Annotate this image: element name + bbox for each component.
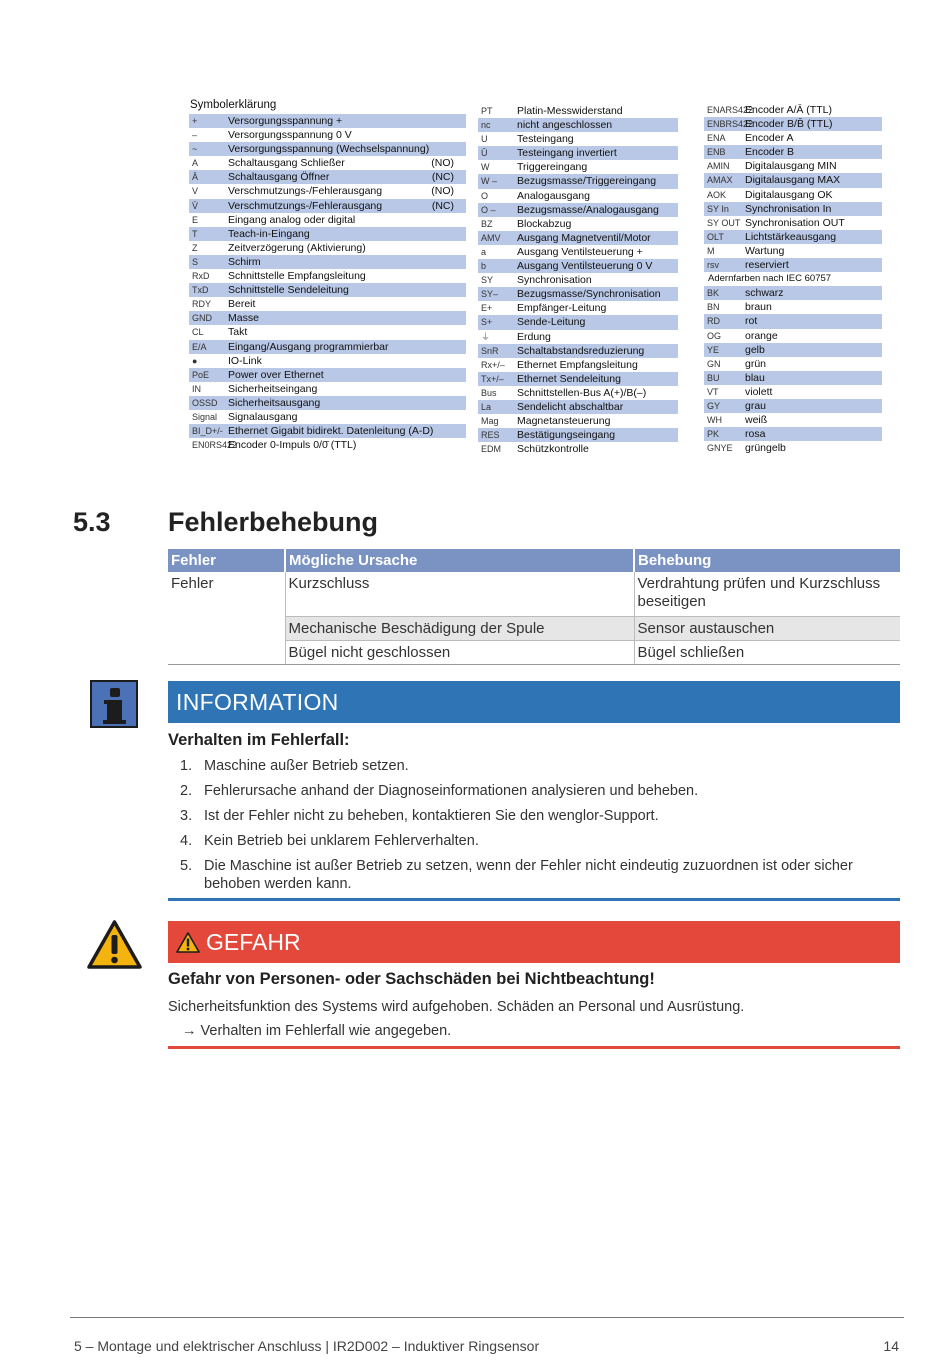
legend-description: Magnetansteuerung [517,415,611,428]
legend-symbol: IN [192,383,201,394]
list-item: 3. Ist der Fehler nicht zu beheben, kontaktieren Sie den wenglor-Support. [180,808,659,824]
legend-row [189,438,466,452]
legend-description: Platin-Messwiderstand [517,105,623,117]
legend-symbol: AMV [481,232,501,243]
legend-description: Verschmutzungs-/Fehlerausgang [228,185,383,198]
legend-symbol: RD [707,316,720,327]
legend-symbol: WH [707,415,722,426]
legend-symbol: S+ [481,317,493,328]
section-title: Fehlerbehebung [168,507,379,537]
legend-symbol: Mag [481,416,499,427]
legend-contact-type [454,114,466,128]
legend-row [189,340,466,354]
legend-description: Encoder B/B̄ (TTL) [745,118,833,131]
legend-symbol: U [481,134,488,145]
legend-row [704,399,882,413]
legend-row [478,104,678,118]
legend-symbol: a [481,246,487,257]
wire-colors-caption: Adernfarben nach IEC 60757 [708,273,832,285]
legend-description: grün [745,357,767,370]
legend-row [189,142,466,156]
danger-divider [168,1046,900,1049]
legend-description: Wartung [745,244,785,257]
legend-description: Takt [228,326,248,339]
legend-symbol: OSSD [192,397,218,408]
legend-row [704,131,882,145]
legend-description: Zeitverzögerung (Aktivierung) [228,241,366,254]
legend-symbol: M [707,245,715,256]
legend-symbol: SY [481,275,494,286]
legend-description: weiß [745,414,768,427]
information-icon [90,680,138,728]
legend-description: Sicherheitsausgang [228,396,321,409]
legend-symbol: RDY [192,299,212,310]
legend-description: Encoder A/Ā (TTL) [745,104,832,116]
legend-symbol: Ā [192,172,199,183]
legend-row [478,273,678,287]
legend-description: reserviert [745,259,789,272]
legend-row [704,117,882,131]
legend-contact-type: (NC) [431,171,454,184]
legend-contact-type [454,382,466,396]
legend-symbol: RES [481,430,500,441]
legend-contact-type [454,128,466,142]
legend-row [704,441,882,455]
legend-description: Ethernet Sendeleitung [517,372,621,385]
legend-symbol: BK [707,288,720,299]
legend-description: Bestätigungseingang [517,429,616,442]
warning-triangle-icon [87,920,142,970]
legend-contact-type: (NO) [431,185,454,198]
cause-cell: Kurzschluss [285,572,634,616]
legend-row [704,385,882,399]
legend-row [704,258,882,272]
legend-description: schwarz [745,287,784,300]
legend-description: Synchronisation [517,274,592,287]
legend-symbol: b [481,261,487,272]
legend-contact-type [454,311,466,325]
legend-description: Testeingang [517,133,574,146]
legend-description: Signalausgang [228,410,298,423]
legend-symbol: ENA [707,133,726,144]
legend-symbol: – [192,130,198,141]
legend-symbol: SY In [707,203,729,214]
legend-row [478,174,678,188]
legend-description: violett [745,385,773,398]
legend-description: rosa [745,428,766,441]
legend-description: orange [745,329,778,342]
legend-row [478,372,678,386]
legend-description: Schützkontrolle [517,443,589,456]
legend-contact-type: (NC) [431,199,454,212]
legend-description: Digitalausgang MIN [745,160,837,173]
legend-symbol: VT [707,386,719,397]
legend-description: Encoder A [745,132,794,145]
legend-symbol: RxD [192,271,210,282]
legend-contact-type [454,297,466,311]
danger-banner [168,921,900,963]
legend-description: Triggereingang [517,161,588,174]
legend-row [704,413,882,427]
fault-cell: Fehler [168,572,285,664]
legend-row [478,231,678,245]
legend-description: Schnittstellen-Bus A(+)/B(–) [517,386,647,399]
legend-description: Power over Ethernet [228,368,324,381]
legend-symbol: W [481,162,490,173]
legend-symbol: E/A [192,341,207,352]
legend-row [189,227,466,241]
legend-contact-type [454,438,466,452]
legend-row [189,311,466,325]
legend-row [478,189,678,203]
legend-description: Masse [228,312,259,325]
list-item: 4. Kein Betrieb bei unklarem Fehlerverhalten. [180,833,479,849]
legend-contact-type [454,227,466,241]
legend-symbol: O [481,190,489,201]
legend-row [478,301,678,315]
legend-symbol: ENBRS422 [707,119,754,130]
information-subtitle: Verhalten im Fehlerfall: [168,731,350,749]
danger-subtitle: Gefahr von Personen- oder Sachschäden bei Nichtbeachtung! [168,970,655,988]
legend-contact-type [454,354,466,368]
legend-row [478,203,678,217]
legend-description: grüngelb [745,442,786,455]
legend-symbol: ENB [707,147,726,158]
page-number: 14 [883,1338,899,1354]
troubleshooting-table [168,549,900,665]
legend-description: Bereit [228,298,256,311]
legend-row [189,396,466,410]
legend-row [478,287,678,301]
section-number: 5.3 [73,507,111,537]
danger-banner-label: GEFAHR [206,928,301,955]
legend-row [704,188,882,202]
legend-description: Verschmutzungs-/Fehlerausgang [228,199,383,212]
legend-row [478,386,678,400]
legend-symbol: PT [481,106,493,116]
legend-row [189,128,466,142]
legend-row [704,343,882,357]
header-fault: Fehler [168,549,285,572]
legend-description: Lichtstärkeausgang [745,230,837,243]
legend-symbol: EDM [481,444,501,455]
legend-row [704,216,882,230]
legend-description: Schirm [228,255,261,268]
legend-symbol: OLT [707,231,724,242]
list-item: 1. Maschine außer Betrieb setzen. [180,758,409,774]
legend-symbol: SY– [481,289,499,300]
legend-row [704,244,882,258]
cause-cell: Mechanische Beschädigung der Spule [285,616,634,640]
legend-contact-type: (NO) [431,157,454,170]
table-header-row [168,549,900,572]
legend-symbol: YE [707,344,720,355]
legend-symbol: Bus [481,387,497,398]
legend-description: Digitalausgang MAX [745,174,841,187]
danger-action: → Verhalten im Fehlerfall wie angegeben. [182,1023,452,1039]
legend-row [189,184,466,198]
legend-row [478,146,678,160]
legend-row [478,414,678,428]
legend-symbol: ENARS422 [707,105,754,115]
information-steps [180,757,900,900]
legend-description: blau [745,371,765,384]
legend-symbol: V̄ [192,200,199,211]
legend-row [189,114,466,128]
legend-symbol: S [192,256,199,267]
legend-row [478,442,678,456]
legend-description: Eingang/Ausgang programmierbar [228,340,389,353]
legend-row [704,357,882,371]
legend-row [189,368,466,382]
information-divider [168,898,900,901]
legend-contact-type [454,325,466,339]
legend-description: Ausgang Magnetventil/Motor [517,231,651,244]
legend-symbol: GN [707,358,721,369]
legend-symbol: BN [707,302,720,313]
legend-contact-type [454,142,466,156]
legend-row [189,410,466,424]
legend-caption: Symbolerklärung [190,99,277,111]
legend-symbol: GND [192,313,212,324]
legend-row [478,400,678,414]
table-row [168,572,900,616]
legend-row [478,160,678,174]
legend-description: Versorgungsspannung 0 V [228,129,352,142]
legend-row [189,170,466,184]
legend-description: Versorgungsspannung + [228,115,343,127]
legend-description: nicht angeschlossen [517,119,613,132]
legend-symbol: BI_D+/- [192,426,223,437]
legend-description: Ausgang Ventilsteuerung 0 V [517,260,653,273]
legend-symbol: SnR [481,345,499,356]
legend-symbol: W – [481,176,498,187]
legend-symbol: ⏚ [481,331,491,342]
legend-row [478,217,678,231]
list-item: 5. Die Maschine ist außer Betrieb zu setzen, wenn der Fehler nicht eindeutig zuzuordnen ist oder sicher behoben werden kann. [180,858,853,892]
legend-symbol: AMIN [707,161,730,172]
fix-cell: Verdrahtung prüfen und Kurzschluss beseitigen [634,572,900,616]
legend-description: Digitalausgang OK [745,188,833,201]
legend-description: Schnittstelle Sendeleitung [228,284,349,297]
legend-description: Bezugsmasse/Triggereingang [517,175,657,188]
legend-description: Ausgang Ventilsteuerung + [517,245,643,258]
footer-divider [70,1317,904,1318]
legend-row [189,255,466,269]
legend-row [704,103,882,117]
legend-description: grau [745,399,767,412]
legend-symbol: Tx+/– [481,373,504,384]
legend-row [704,427,882,441]
legend-row [478,118,678,132]
legend-contact-type [454,424,466,438]
legend-description: Schaltabstandsreduzierung [517,344,645,357]
legend-symbol: + [192,116,198,126]
legend-row [704,300,882,314]
legend-description: braun [745,301,772,314]
legend-row [189,297,466,311]
danger-small-icon [176,932,200,953]
legend-description: Testeingang invertiert [517,147,617,160]
cause-cell: Bügel nicht geschlossen [285,640,634,664]
legend-symbol: Ū [481,148,488,159]
legend-row [478,330,678,344]
legend-symbol: La [481,401,492,412]
legend-symbol: ~ [192,144,198,155]
legend-row [704,314,882,328]
legend-row [189,382,466,396]
legend-symbol: PoE [192,369,210,380]
legend-symbol: nc [481,120,491,131]
legend-description: Analogausgang [517,189,590,202]
legend-symbol: O – [481,204,496,215]
legend-row [704,173,882,187]
legend-description: Eingang analog oder digital [228,213,356,226]
legend-row [704,230,882,244]
symbol-legend-col1 [189,98,466,452]
legend-description: Versorgungsspannung (Wechselspannung) [228,143,430,156]
legend-description: Synchronisation In [745,202,832,215]
legend-row [478,132,678,146]
legend-description: Schaltausgang Öffner [228,171,330,184]
legend-description: rot [745,315,758,328]
legend-row [478,358,678,372]
legend-row [189,199,466,213]
legend-symbol: PK [707,429,720,440]
legend-row [478,315,678,329]
legend-contact-type [454,269,466,283]
legend-row [189,156,466,170]
legend-row [704,202,882,216]
header-cause: Mögliche Ursache [285,549,634,572]
legend-row [704,329,882,343]
legend-row [478,428,678,442]
legend-description: Ethernet Gigabit bidirekt. Datenleitung (A-D) [228,425,434,438]
legend-description: Bezugsmasse/Synchronisation [517,288,661,301]
legend-symbol: TxD [192,285,209,296]
legend-symbol: GY [707,400,721,411]
legend-row [478,344,678,358]
legend-description: IO-Link [228,354,262,367]
legend-description: Teach-in-Eingang [228,227,310,240]
legend-row [478,259,678,273]
legend-symbol: GNYE [707,443,733,454]
legend-description: Blockabzug [517,217,572,230]
legend-symbol: CL [192,327,204,338]
legend-contact-type [454,241,466,255]
footer-text: 5 – Montage und elektrischer Anschluss | IR2D002 – Induktiver Ringsensor [74,1338,540,1354]
legend-description: Ethernet Empfangsleitung [517,358,638,371]
fix-cell: Bügel schließen [634,640,900,664]
legend-symbol: A [192,158,199,169]
legend-row [189,241,466,255]
legend-symbol: BU [707,372,720,383]
legend-contact-type [454,283,466,297]
legend-contact-type [454,396,466,410]
legend-symbol: ● [192,355,198,366]
legend-description: Synchronisation OUT [745,216,845,229]
danger-text: Sicherheitsfunktion des Systems wird aufgehoben. Schäden an Personal und Ausrüstung. [168,999,745,1015]
legend-symbol: E+ [481,303,493,314]
legend-contact-type [454,213,466,227]
fix-cell: Sensor austauschen [634,616,900,640]
legend-symbol: SY OUT [707,217,741,228]
legend-symbol: Rx+/– [481,359,505,370]
legend-description: Schnittstelle Empfangsleitung [228,270,366,283]
legend-description: Encoder 0-Impuls 0/0̄ (TTL) [228,439,357,452]
legend-description: Sicherheitseingang [228,382,318,395]
legend-symbol: Signal [192,411,218,422]
legend-contact-type [454,340,466,354]
legend-description: Sende-Leitung [517,316,586,329]
legend-symbol: V [192,186,199,197]
legend-description: Empfänger-Leitung [517,302,607,315]
legend-row [704,286,882,300]
legend-symbol: E [192,214,199,225]
legend-description: Erdung [517,330,551,343]
legend-symbol: OG [707,330,722,341]
legend-symbol: Z [192,242,198,253]
legend-row [189,213,466,227]
legend-contact-type [454,255,466,269]
legend-row [189,354,466,368]
symbol-legend-col3 [704,103,882,455]
legend-row [704,371,882,385]
legend-description: gelb [745,343,765,356]
legend-row [189,269,466,283]
legend-symbol: AOK [707,189,727,200]
legend-description: Bezugsmasse/Analogausgang [517,203,659,216]
symbol-legend-col2 [478,104,678,456]
legend-row [478,245,678,259]
legend-description: Sendelicht abschaltbar [517,400,624,413]
information-banner: INFORMATION [168,681,900,723]
legend-symbol: T [192,228,198,239]
legend-symbol: BZ [481,218,493,229]
legend-row [704,145,882,159]
legend-contact-type [454,410,466,424]
legend-symbol: AMAX [707,175,733,186]
legend-row [189,325,466,339]
legend-contact-type [454,368,466,382]
legend-symbol: EN0RS422 [192,440,238,451]
legend-description: Encoder B [745,146,795,159]
legend-description: Schaltausgang Schließer [228,157,345,170]
legend-row [189,424,466,438]
legend-row [704,159,882,173]
legend-symbol: rsv [707,260,719,271]
list-item: 2. Fehlerursache anhand der Diagnoseinformationen analysieren und beheben. [180,783,699,799]
header-fix: Behebung [634,549,900,572]
legend-row [189,283,466,297]
